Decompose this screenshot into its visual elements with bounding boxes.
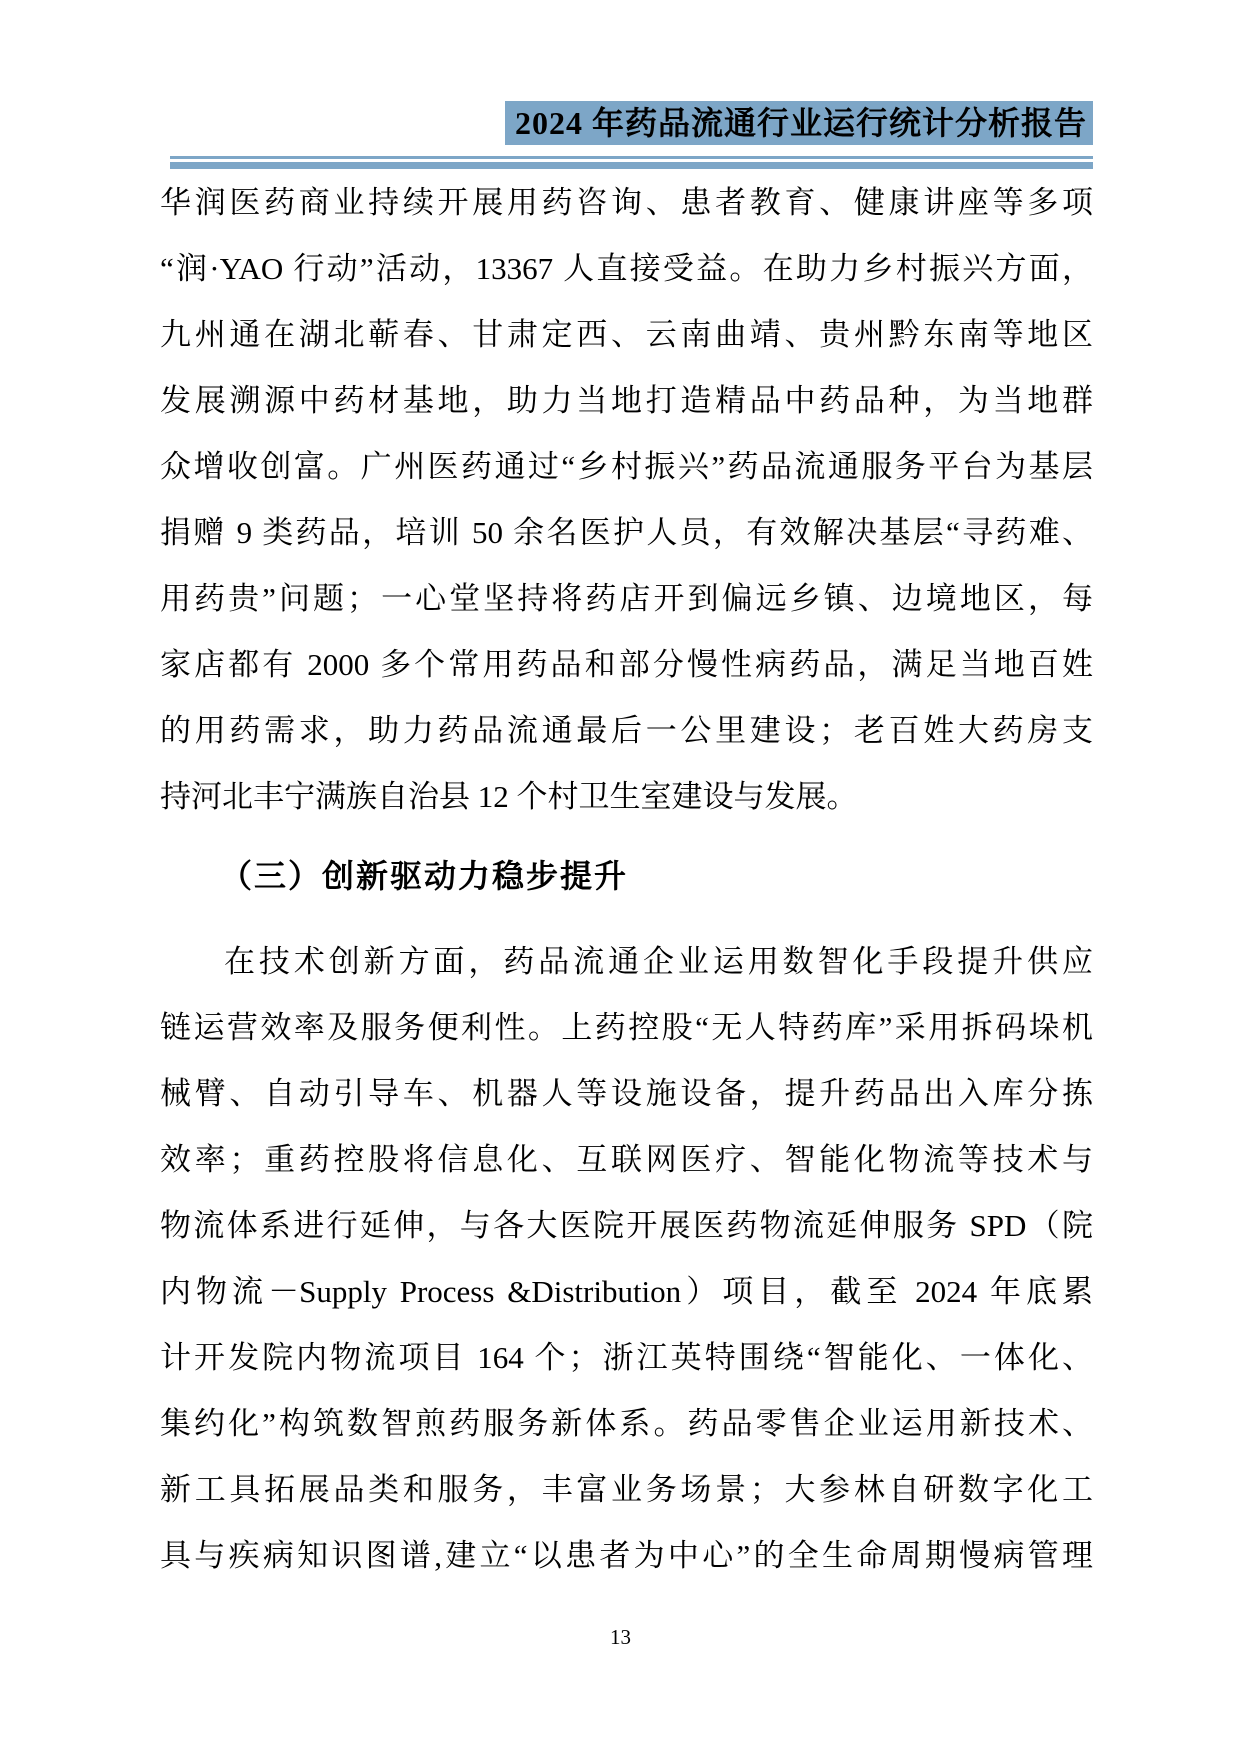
- text-line: 的用药需求，助力药品流通最后一公里建设；老百姓大药房支: [160, 713, 1093, 748]
- text-line: 众增收创富。广州医药通过“乡村振兴”药品流通服务平台为基层: [160, 449, 1093, 484]
- text-line: 计开发院内物流项目 164 个；浙江英特围绕“智能化、一体化、: [160, 1340, 1093, 1375]
- text-line: 捐赠 9 类药品，培训 50 余名医护人员，有效解决基层“寻药难、: [160, 515, 1093, 550]
- text-line: 发展溯源中药材基地，助力当地打造精品中药品种，为当地群: [160, 383, 1093, 418]
- page-number: 13: [610, 1625, 631, 1649]
- text-line: 效率；重药控股将信息化、互联网医疗、智能化物流等技术与: [160, 1142, 1093, 1177]
- header-rule-thin: [170, 156, 1093, 159]
- text-line: 用药贵”问题；一心堂坚持将药店开到偏远乡镇、边境地区，每: [160, 581, 1093, 616]
- text-line: 物流体系进行延伸，与各大医院开展医药物流延伸服务 SPD（院: [160, 1208, 1093, 1243]
- text-line: 内物流－Supply Process &Distribution）项目，截至 2024 年底累: [160, 1274, 1093, 1309]
- text-line: 具与疾病知识图谱,建立“以患者为中心”的全生命周期慢病管理: [160, 1538, 1093, 1573]
- page-content: [160, 0, 1093, 1754]
- header-rule-thick: [170, 162, 1093, 169]
- text-line: 华润医药商业持续开展用药咨询、患者教育、健康讲座等多项: [160, 185, 1093, 220]
- section-heading: （三）创新驱动力稳步提升: [220, 858, 629, 894]
- paragraph-1: [160, 170, 1093, 830]
- text-line: 在技术创新方面，药品流通企业运用数智化手段提升供应: [224, 944, 1093, 979]
- page-header: [160, 101, 1093, 145]
- text-line: 新工具拓展品类和服务，丰富业务场景；大参林自研数字化工: [160, 1472, 1093, 1507]
- text-line: 集约化”构筑数智煎药服务新体系。药品零售企业运用新技术、: [160, 1406, 1093, 1441]
- paragraph-2: [160, 929, 1093, 1589]
- header-title: 2024 年药品流通行业运行统计分析报告: [505, 101, 1093, 145]
- text-line: 家店都有 2000 多个常用药品和部分慢性病药品，满足当地百姓: [160, 647, 1093, 682]
- text-line: 九州通在湖北蕲春、甘肃定西、云南曲靖、贵州黔东南等地区: [160, 317, 1093, 352]
- text-line: 械臂、自动引导车、机器人等设施设备，提升药品出入库分拣: [160, 1076, 1093, 1111]
- text-line: “润·YAO 行动”活动，13367 人直接受益。在助力乡村振兴方面，: [160, 251, 1093, 286]
- text-line: 持河北丰宁满族自治县 12 个村卫生室建设与发展。: [160, 779, 858, 814]
- text-line: 链运营效率及服务便利性。上药控股“无人特药库”采用拆码垛机: [160, 1010, 1093, 1045]
